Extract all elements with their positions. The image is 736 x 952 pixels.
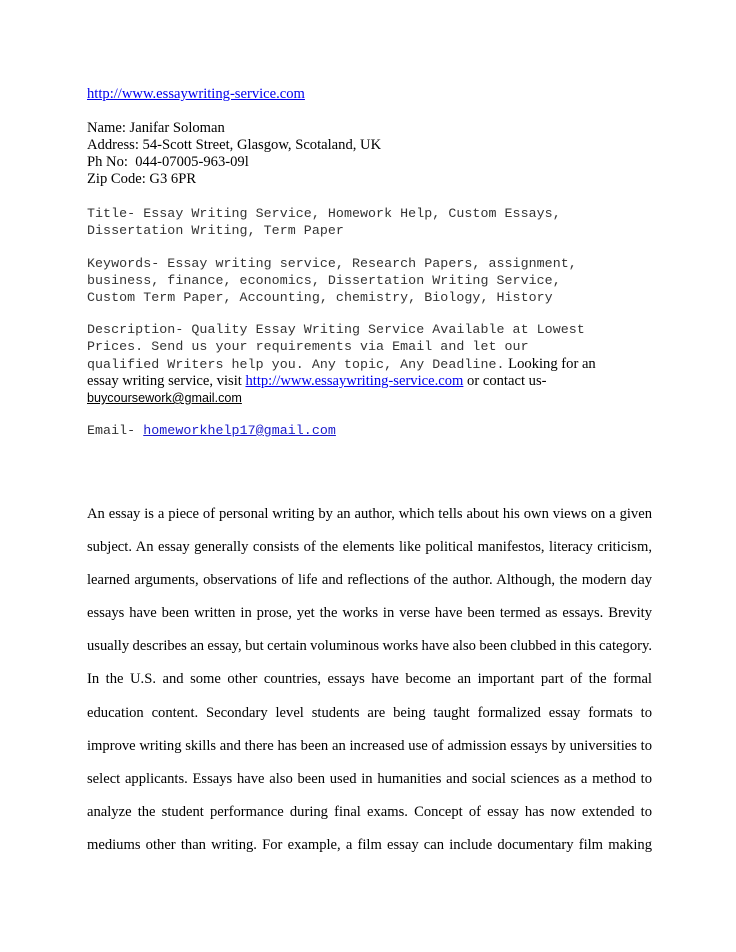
contact-zip: Zip Code: G3 6PR bbox=[87, 171, 197, 187]
email-section bbox=[87, 422, 652, 439]
description-section bbox=[87, 321, 652, 407]
essay-line: subject. An essay generally consists of the elements like political manifestos, literacy criticism, bbox=[87, 539, 652, 556]
essay-line: select applicants. Essays have also been used in humanities and social sciences as a method to bbox=[87, 770, 652, 787]
essay-line: mediums other than writing. For example, a film essay can include documentary film making bbox=[87, 836, 652, 853]
keywords-line-2: business, finance, economics, Dissertation Writing Service, bbox=[87, 273, 561, 288]
buycoursework-email[interactable]: buycoursework@gmail.com bbox=[87, 391, 242, 405]
site-url-link[interactable]: http://www.essaywriting-service.com bbox=[87, 86, 305, 102]
description-line-4 bbox=[87, 373, 652, 390]
essay-line: An essay is a piece of personal writing by an author, which tells about his own views on a given bbox=[87, 506, 652, 522]
description-line-3 bbox=[87, 355, 652, 373]
description-line-1: Description- Quality Essay Writing Service Available at Lowest bbox=[87, 322, 585, 337]
keywords-line-3: Custom Term Paper, Accounting, chemistry, Biology, History bbox=[87, 290, 553, 305]
email-label: Email- bbox=[87, 423, 144, 438]
description-line-2: Prices. Send us your requirements via Email and let our bbox=[87, 339, 529, 354]
essay-line: learned arguments, observations of life and reflections of the author. Although, the modern day bbox=[87, 572, 652, 589]
keywords-section bbox=[87, 255, 652, 306]
description-site-link[interactable]: http://www.essaywriting-service.com bbox=[245, 373, 464, 389]
header-url-line bbox=[87, 86, 652, 103]
contact-name: Name: Janifar Soloman bbox=[87, 120, 225, 136]
essay-body bbox=[87, 498, 652, 862]
title-section bbox=[87, 205, 652, 239]
essay-line: education content. Secondary level students are being taught formalized essay formats to bbox=[87, 704, 652, 721]
description-visit-text: essay writing service, visit bbox=[87, 373, 246, 389]
essay-line: analyze the student performance during final exams. Concept of essay has now extended to bbox=[87, 803, 652, 820]
essay-line: usually describes an essay, but certain voluminous works have also been clubbed in this category. bbox=[87, 638, 652, 655]
contact-address: Address: 54-Scott Street, Glasgow, Scotaland, UK bbox=[87, 137, 382, 153]
title-line-1: Title- Essay Writing Service, Homework Help, Custom Essays, bbox=[87, 206, 561, 221]
title-line-2: Dissertation Writing, Term Paper bbox=[87, 223, 344, 238]
email-link[interactable]: homeworkhelp17@gmail.com bbox=[143, 423, 336, 438]
description-contact-text: or contact us- bbox=[463, 373, 547, 389]
description-line-3-mono: qualified Writers help you. Any topic, Any Deadline. bbox=[87, 357, 505, 372]
description-line-5 bbox=[87, 390, 652, 407]
essay-line: In the U.S. and some other countries, essays have become an important part of the formal bbox=[87, 671, 652, 688]
keywords-line-1: Keywords- Essay writing service, Research Papers, assignment, bbox=[87, 256, 577, 271]
description-line-3-serif: Looking for an bbox=[504, 356, 596, 372]
essay-line: essays have been written in prose, yet the works in verse have been termed as essays. Brevity bbox=[87, 605, 652, 622]
contact-block bbox=[87, 120, 652, 188]
essay-line: improve writing skills and there has been an increased use of admission essays by universities to bbox=[87, 737, 652, 754]
contact-phone: Ph No: 044-07005-963-09l bbox=[87, 154, 249, 170]
